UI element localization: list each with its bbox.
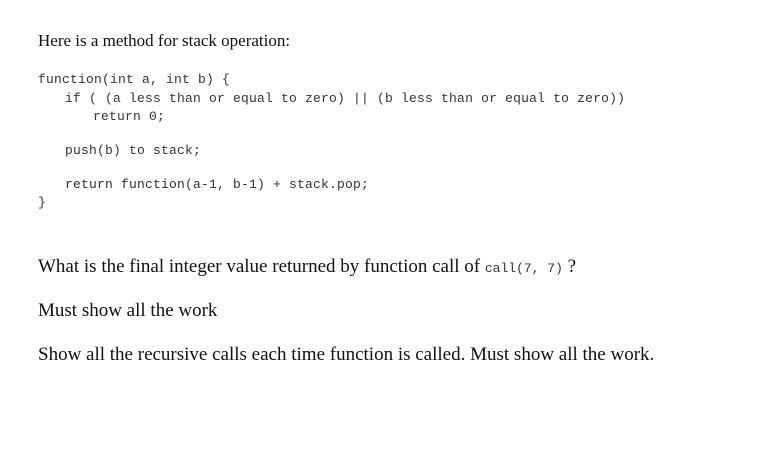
- code-line-if: if ( (a less than or equal to zero) || (b less than or equal to zero)): [65, 91, 626, 106]
- question-before: What is the final integer value returned by function call of: [38, 256, 485, 277]
- question-after: ?: [562, 256, 577, 277]
- must-show-text: Must show all the work: [38, 300, 218, 321]
- show-recursive-text: Show all the recursive calls each time function is called. Must show all the work.: [38, 344, 655, 365]
- code-line-close-brace: }: [38, 195, 47, 210]
- code-line-return-recursive: return function(a-1, b-1) + stack.pop;: [65, 177, 370, 192]
- question-text: [38, 256, 576, 278]
- code-line-signature: function(int a, int b) {: [38, 72, 231, 87]
- code-line-push: push(b) to stack;: [65, 143, 202, 158]
- intro-text: Here is a method for stack operation:: [38, 31, 291, 50]
- code-line-return-zero: return 0;: [93, 109, 166, 124]
- question-inline-code: call(7, 7): [484, 261, 563, 276]
